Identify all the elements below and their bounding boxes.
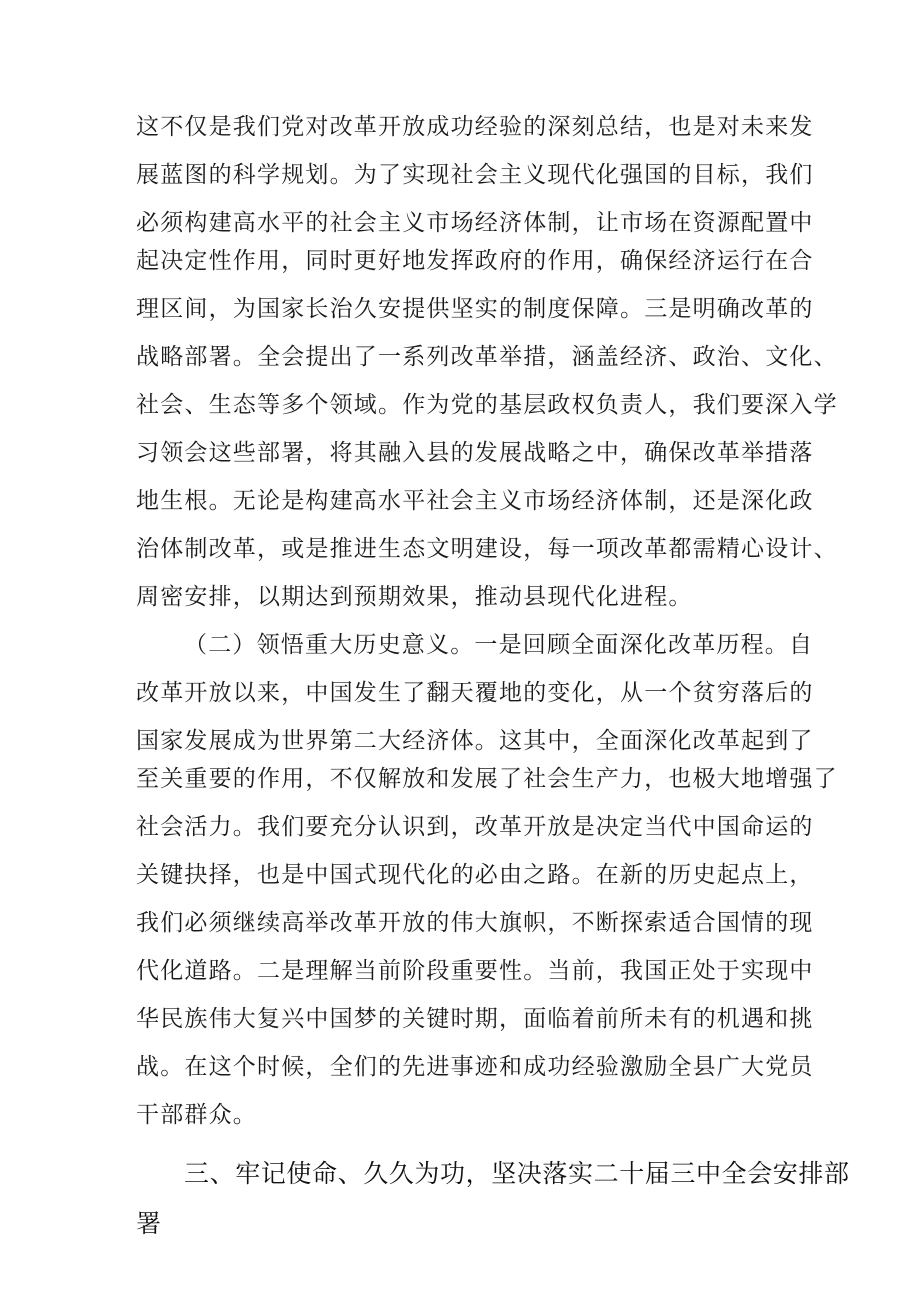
paragraph-line: 周密安排，以期达到预期效果，推动县现代化进程。 [136,584,693,610]
paragraph-line: 干部群众。 [136,1102,257,1128]
paragraph-line: 理区间，为国家长治久安提供坚实的制度保障。三是明确改革的 [136,296,814,322]
paragraph-line: 社会、生态等多个领域。作为党的基层政权负责人，我们要深入学 [136,392,838,418]
heading-line: 三、牢记使命、久久为功，坚决落实二十届三中全会安排部 [184,1159,850,1188]
paragraph-line: （二）领悟重大历史意义。一是回顾全面深化改革历程。自 [184,632,814,658]
paragraph-line: 战。在这个时候，全们的先进事迹和成功经验激励全县广大党员 [136,1054,814,1080]
paragraph-line: 代化道路。二是理解当前阶段重要性。当前，我国正处于实现中 [136,958,814,984]
paragraph-line: 展蓝图的科学规划。为了实现社会主义现代化强国的目标，我们 [136,162,814,188]
paragraph-line: 起决定性作用，同时更好地发挥政府的作用，确保经济运行在合 [136,248,814,274]
paragraph-line: 战略部署。全会提出了一系列改革举措，涵盖经济、政治、文化、 [136,344,838,370]
paragraph-line: 我们必须继续高举改革开放的伟大旗帜，不断探索适合国情的现 [136,910,814,936]
paragraph-line: 国家发展成为世界第二大经济体。这其中，全面深化改革起到了 [136,728,814,754]
paragraph-line: 必须构建高水平的社会主义市场经济体制，让市场在资源配置中 [136,210,814,236]
paragraph-line: 关键抉择，也是中国式现代化的必由之路。在新的历史起点上， [136,862,814,888]
heading-line: 署 [136,1209,162,1238]
paragraph-line: 改革开放以来，中国发生了翻天覆地的变化，从一个贫穷落后的 [136,680,814,706]
paragraph-line: 这不仅是我们党对改革开放成功经验的深刻总结，也是对未来发 [136,114,814,140]
paragraph-line: 治体制改革，或是推进生态文明建设，每一项改革都需精心设计、 [136,536,838,562]
paragraph-line: 社会活力。我们要充分认识到，改革开放是决定当代中国命运的 [136,814,814,840]
paragraph-line: 华民族伟大复兴中国梦的关键时期，面临着前所未有的机遇和挑 [136,1006,814,1032]
paragraph-line: 习领会这些部署，将其融入县的发展战略之中，确保改革举措落 [136,440,814,466]
paragraph-line: 地生根。无论是构建高水平社会主义市场经济体制，还是深化政 [136,488,814,514]
paragraph-line: 至关重要的作用，不仅解放和发展了社会生产力，也极大地增强了 [136,766,838,792]
